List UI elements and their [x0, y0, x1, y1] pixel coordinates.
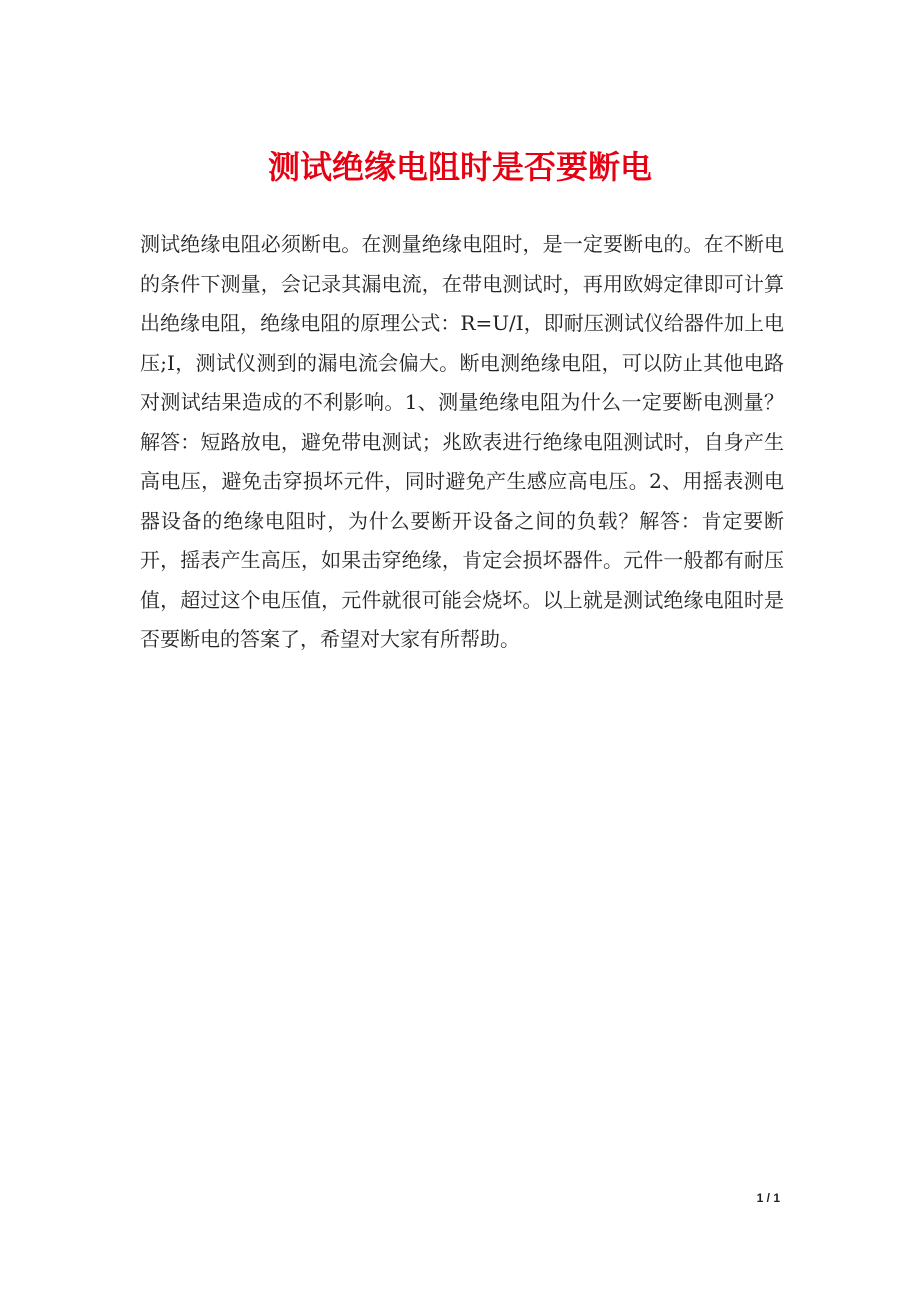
page-number: 1 / 1 [756, 1191, 780, 1205]
document-title: 测试绝缘电阻时是否要断电 [267, 148, 652, 186]
document-body-paragraph: 测试绝缘电阻必须断电。在测量绝缘电阻时，是一定要断电的。在不断电的条件下测量，会记录其漏电流，在带电测试时，再用欧姆定律即可计算出绝缘电阻，绝缘电阻的原理公式：R=U/I，即耐压测试仪给器件加上电压;I，测试仪测到的漏电流会偏大。断电测绝缘电阻，可以防止其他电路对测试结果造成的不利影响。1、测量绝缘电阻为什么一定要断电测量？解答：短路放电，避免带电测试；兆欧表进行绝缘电阻测试时，自身产生高电压，避免击穿损坏元件，同时避免产生感应高电压。2、用摇表测电器设备的绝缘电阻时，为什么要断开设备之间的负载？解答：肯定要断开，摇表产生高压，如果击穿绝缘，肯定会损坏器件。元件一般都有耐压值，超过这个电压值，元件就很可能会烧坏。以上就是测试绝缘电阻时是否要断电的答案了，希望对大家有所帮助。 [140, 232, 784, 651]
